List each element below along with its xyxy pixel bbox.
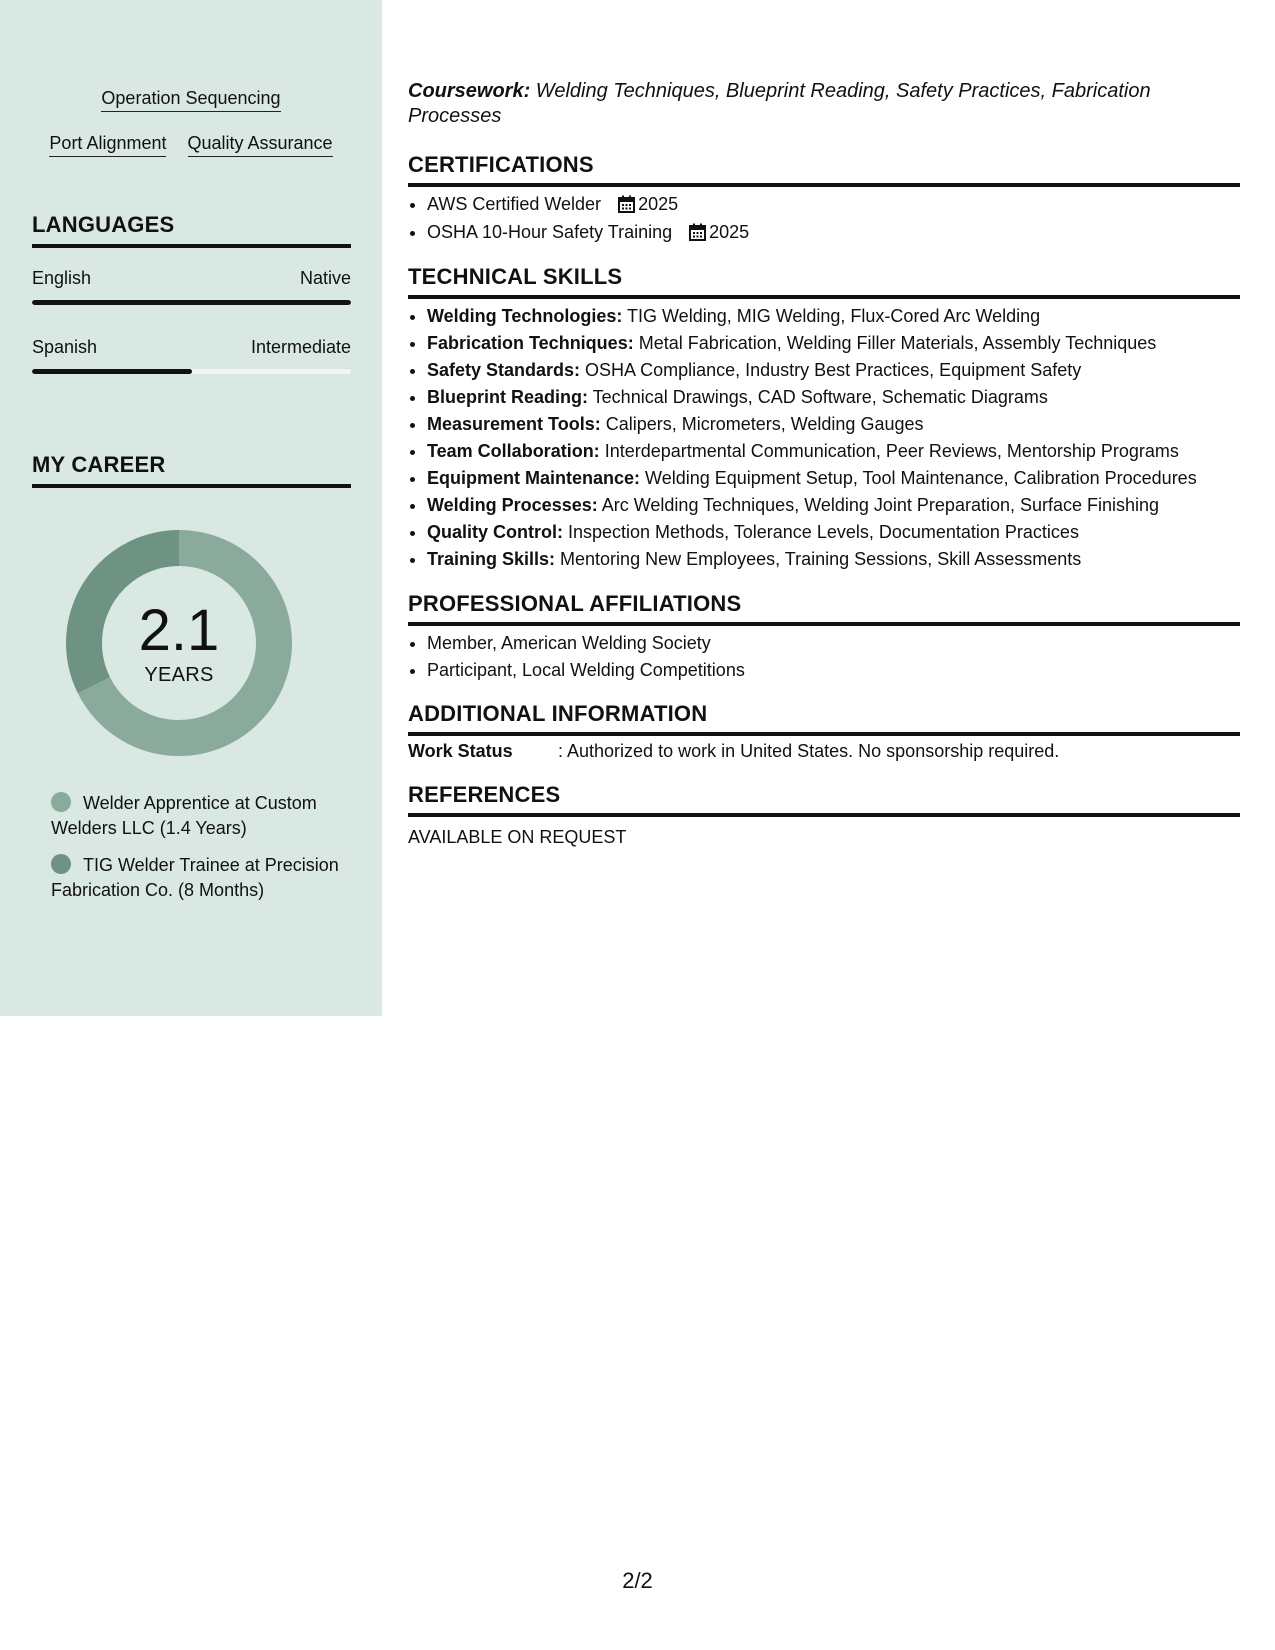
skill-detail: Arc Welding Techniques, Welding Joint Preparation, Surface Finishing (597, 495, 1160, 515)
list-item: • Participant, Local Welding Competitions (427, 657, 1240, 684)
references-heading: REFERENCES (408, 782, 1240, 817)
certification-name: AWS Certified Welder (427, 194, 602, 214)
skill-detail: Calipers, Micrometers, Welding Gauges (600, 414, 924, 434)
list-item (427, 357, 1240, 384)
certifications-heading: CERTIFICATIONS (408, 152, 1240, 187)
list-item (427, 411, 1240, 438)
language-name: English (32, 268, 92, 288)
affiliations-list (408, 630, 1240, 684)
skill-detail: TIG Welding, MIG Welding, Flux-Cored Arc Welding (622, 306, 1041, 326)
skill-category: Welding Technologies: (427, 306, 623, 326)
skill-category: Training Skills: (427, 549, 556, 569)
donut-center (66, 530, 292, 756)
language-bar-fill (32, 300, 351, 305)
work-status-value: : Authorized to work in United States. No sponsorship required. (558, 741, 1060, 761)
career-heading: MY CAREER (32, 452, 351, 488)
skill-category: Measurement Tools: (427, 414, 601, 434)
language-name: Spanish (32, 337, 98, 357)
career-item-label: Welder Apprentice at Custom Welders LLC (1.4 Years) (51, 793, 317, 838)
language-row-english (32, 268, 351, 289)
certification-name: OSHA 10-Hour Safety Training (427, 222, 673, 242)
certification-year: 2025 (709, 222, 750, 242)
skill-detail: Mentoring New Employees, Training Sessions, Skill Assessments (555, 549, 1082, 569)
list-item (427, 492, 1240, 519)
career-item-2 (51, 853, 341, 903)
career-years-value: 2.1 (138, 597, 220, 663)
skill-detail: Technical Drawings, CAD Software, Schematic Diagrams (588, 387, 1048, 407)
skill-category: Team Collaboration: (427, 441, 600, 461)
certifications-list (408, 190, 1240, 246)
references-text: AVAILABLE ON REQUEST (408, 827, 627, 847)
list-item (427, 465, 1240, 492)
skill-category: Quality Control: (427, 522, 563, 542)
skills-row-1 (0, 88, 382, 112)
list-item (427, 546, 1240, 573)
skill-category: Fabrication Techniques: (427, 333, 634, 353)
skill-tag-port-alignment: Port Alignment (49, 133, 166, 157)
list-item: • Member, American Welding Society (427, 630, 1240, 657)
certification-year: 2025 (638, 194, 679, 214)
skill-detail: OSHA Compliance, Industry Best Practices, Equipment Safety (580, 360, 1082, 380)
skill-tag-operation-sequencing: Operation Sequencing (101, 88, 280, 112)
list-item (427, 190, 1240, 218)
skill-tag-quality-assurance: Quality Assurance (188, 133, 333, 157)
language-row-spanish (32, 337, 351, 358)
list-item (427, 330, 1240, 357)
career-item-1 (51, 791, 341, 841)
language-level: Intermediate (250, 337, 351, 357)
sidebar (0, 0, 382, 1016)
page-number: 2/2 (622, 1568, 653, 1593)
list-item (427, 218, 1240, 246)
coursework-label: Coursework: (408, 80, 531, 102)
skill-category: Blueprint Reading: (427, 387, 588, 407)
career-years-unit: YEARS (144, 663, 214, 686)
language-bar-fill (32, 369, 192, 374)
skill-category: Welding Processes: (427, 495, 598, 515)
career-item-label: TIG Welder Trainee at Precision Fabrication Co. (8 Months) (51, 855, 339, 900)
language-level: Native (299, 268, 351, 288)
calendar-icon (618, 195, 635, 213)
language-bar-english (32, 300, 351, 305)
calendar-icon (689, 223, 706, 241)
list-item (427, 303, 1240, 330)
skill-detail: Metal Fabrication, Welding Filler Materials, Assembly Techniques (633, 333, 1157, 353)
coursework (408, 79, 1208, 129)
list-item (427, 384, 1240, 411)
technical-skills-list (408, 303, 1240, 573)
skills-row-2 (0, 133, 382, 157)
work-status-label: Work Status (408, 741, 513, 761)
language-bar-spanish (32, 369, 351, 374)
additional-info-heading: ADDITIONAL INFORMATION (408, 701, 1240, 736)
technical-skills-heading: TECHNICAL SKILLS (408, 264, 1240, 299)
list-item (427, 438, 1240, 465)
work-status-row (408, 741, 1059, 762)
legend-dot (51, 854, 71, 874)
skill-detail: Inspection Methods, Tolerance Levels, Documentation Practices (563, 522, 1079, 542)
list-item (427, 519, 1240, 546)
legend-dot (51, 792, 71, 812)
skill-detail: Interdepartmental Communication, Peer Reviews, Mentorship Programs (599, 441, 1179, 461)
affiliations-heading: PROFESSIONAL AFFILIATIONS (408, 591, 1240, 626)
skill-category: Safety Standards: (427, 360, 581, 380)
career-donut-chart (66, 530, 292, 756)
skill-detail: Welding Equipment Setup, Tool Maintenance, Calibration Procedures (640, 468, 1197, 488)
skill-category: Equipment Maintenance: (427, 468, 641, 488)
languages-heading: LANGUAGES (32, 212, 351, 248)
coursework-text: Welding Techniques, Blueprint Reading, Safety Practices, Fabrication Processes (408, 80, 1151, 127)
